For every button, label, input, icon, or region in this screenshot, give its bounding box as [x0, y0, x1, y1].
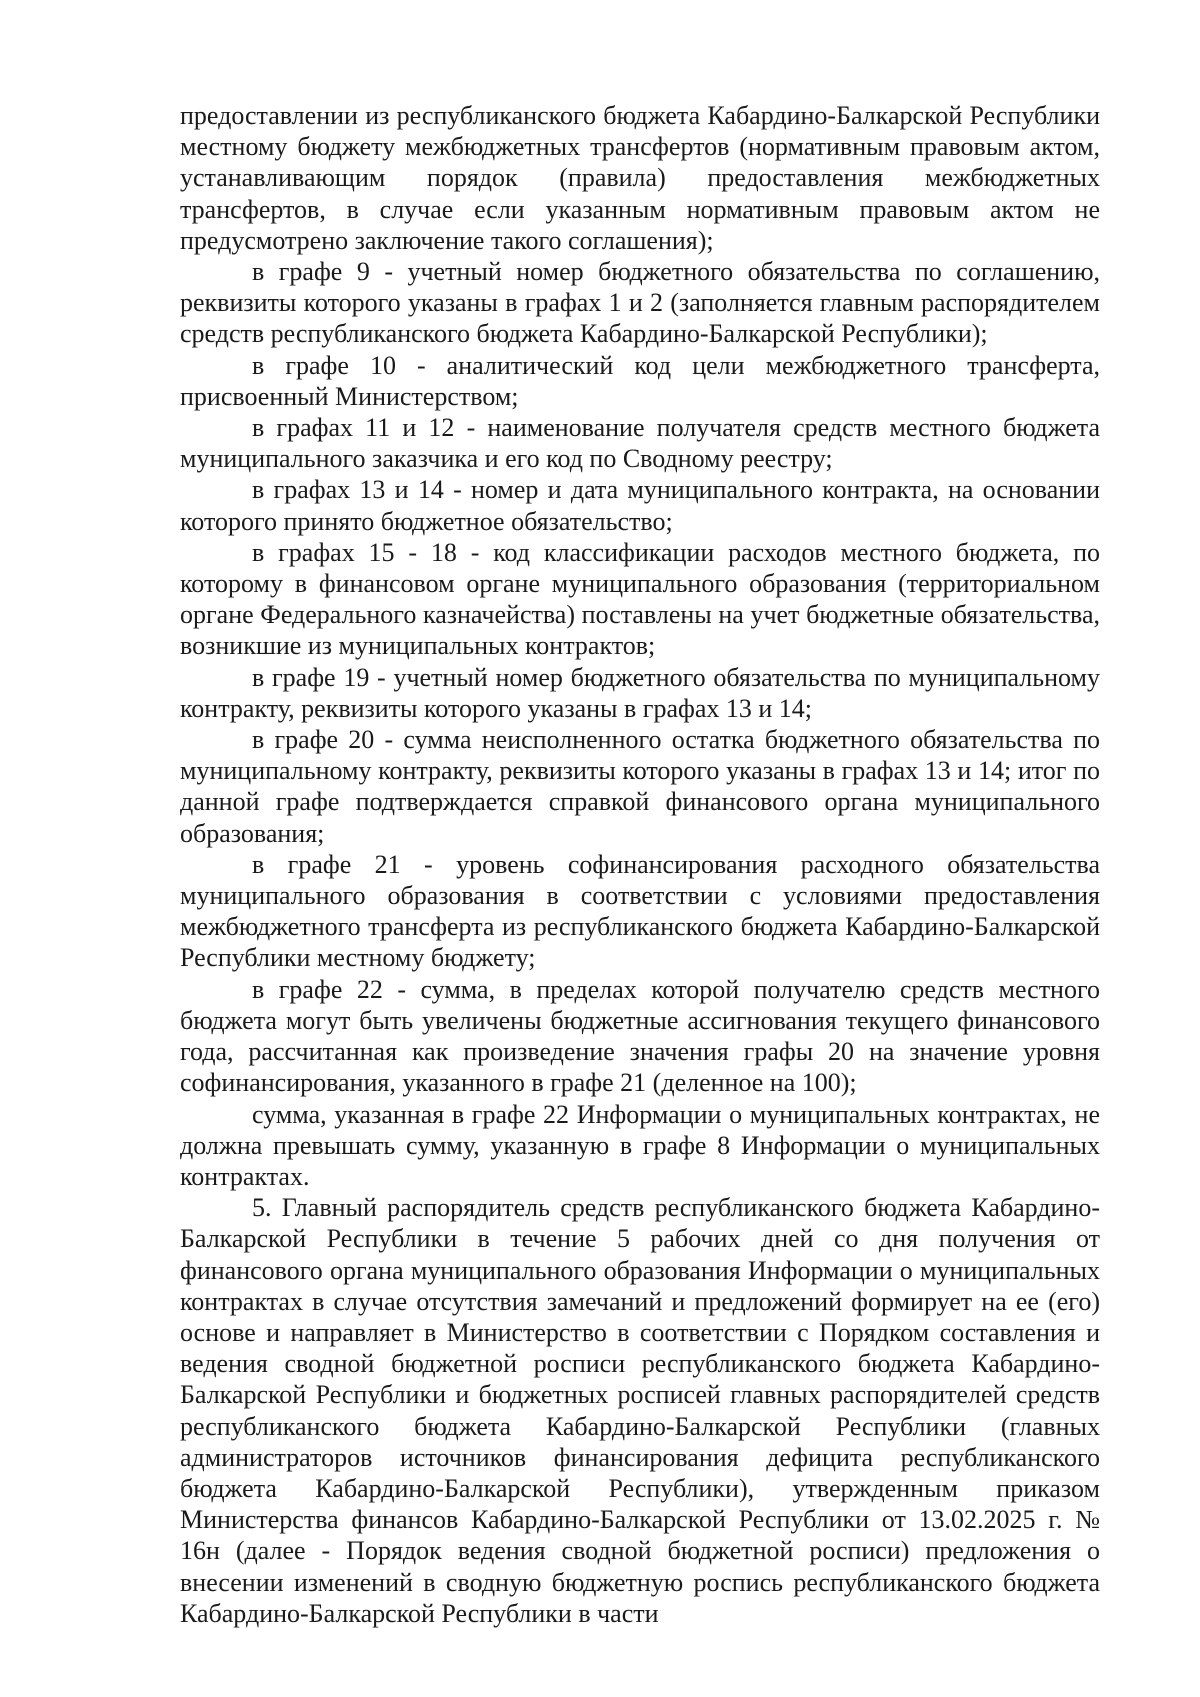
- paragraph-column-20: в графе 20 - сумма неисполненного остатка бюджетного обязательства по муниципальному контракту, реквизиты которого указаны в графах 13 и 14; итог по данной графе подтверждается справкой финансового органа муниципального образования;: [180, 725, 1100, 848]
- paragraph-columns-13-14: в графах 13 и 14 - номер и дата муниципального контракта, на основании которого принято бюджетное обязательство;: [180, 475, 1100, 536]
- paragraph-sum-limit: сумма, указанная в графе 22 Информации о муниципальных контрактах, не должна превышать сумму, указанную в графе 8 Информации о муниципальных контрактах.: [180, 1099, 1100, 1191]
- paragraph-column-21: в графе 21 - уровень софинансирования расходного обязательства муниципального образования в соответствии с условиями предоставления межбюджетного трансферта из республиканского бюджета Кабардино-Балкарской Республики местному бюджету;: [180, 849, 1100, 973]
- paragraph-continuation: предоставлении из республиканского бюджета Кабардино-Балкарской Республики местному бюджету межбюджетных трансфертов (нормативным правовым актом, устанавливающим порядок (правила) предоставления межбюджетных трансфертов, в случае если указанным нормативным правовым актом не предусмотрено заключение такого соглашения);: [180, 101, 1100, 255]
- paragraph-column-10: в графе 10 - аналитический код цели межбюджетного трансферта, присвоенный Министерством;: [180, 350, 1100, 411]
- paragraph-column-19: в графе 19 - учетный номер бюджетного обязательства по муниципальному контракту, реквизиты которого указаны в графах 13 и 14;: [180, 662, 1100, 723]
- paragraph-column-9: в графе 9 - учетный номер бюджетного обязательства по соглашению, реквизиты которого указаны в графах 1 и 2 (заполняется главным распорядителем средств республиканского бюджета Кабардино-Балкарской Республики);: [180, 257, 1100, 349]
- paragraph-column-22: в графе 22 - сумма, в пределах которой получателю средств местного бюджета могут быть увеличены бюджетные ассигнования текущего финансового года, рассчитанная как произведение значения графы 20 на значение уровня софинансирования, указанного в графе 21 (деленное на 100);: [180, 974, 1100, 1098]
- paragraph-section-5: 5. Главный распорядитель средств республиканского бюджета Кабардино-Балкарской Республики в течение 5 рабочих дней со дня получения от финансового органа муниципального образования Информации о муниципальных контрактах в случае отсутствия замечаний и предложений формирует на ее (его) основе и направляет в Министерство в соответствии с Порядком составления и ведения сводной бюджетной росписи республиканского бюджета Кабардино-Балкарской Республики и бюджетных росписей главных распорядителей средств республиканского бюджета Кабардино-Балкарской Республики (главных администраторов источников финансирования дефицита республиканского бюджета Кабардино-Балкарской Республики), утвержденным приказом Министерства финансов Кабардино-Балкарской Республики от 13.02.2025 г. № 16н (далее - Порядок ведения сводной бюджетной росписи) предложения о внесении изменений в сводную бюджетную роспись республиканского бюджета Кабардино-Балкарской Республики в части: [180, 1193, 1100, 1628]
- paragraph-columns-11-12: в графах 11 и 12 - наименование получателя средств местного бюджета муниципального заказчика и его код по Сводному реестру;: [180, 413, 1100, 474]
- paragraph-columns-15-18: в графах 15 - 18 - код классификации расходов местного бюджета, по которому в финансовом органе муниципального образования (территориальном органе Федерального казначейства) поставлены на учет бюджетные обязательства, возникшие из муниципальных контрактов;: [180, 537, 1100, 661]
- document-body: [180, 100, 1100, 1629]
